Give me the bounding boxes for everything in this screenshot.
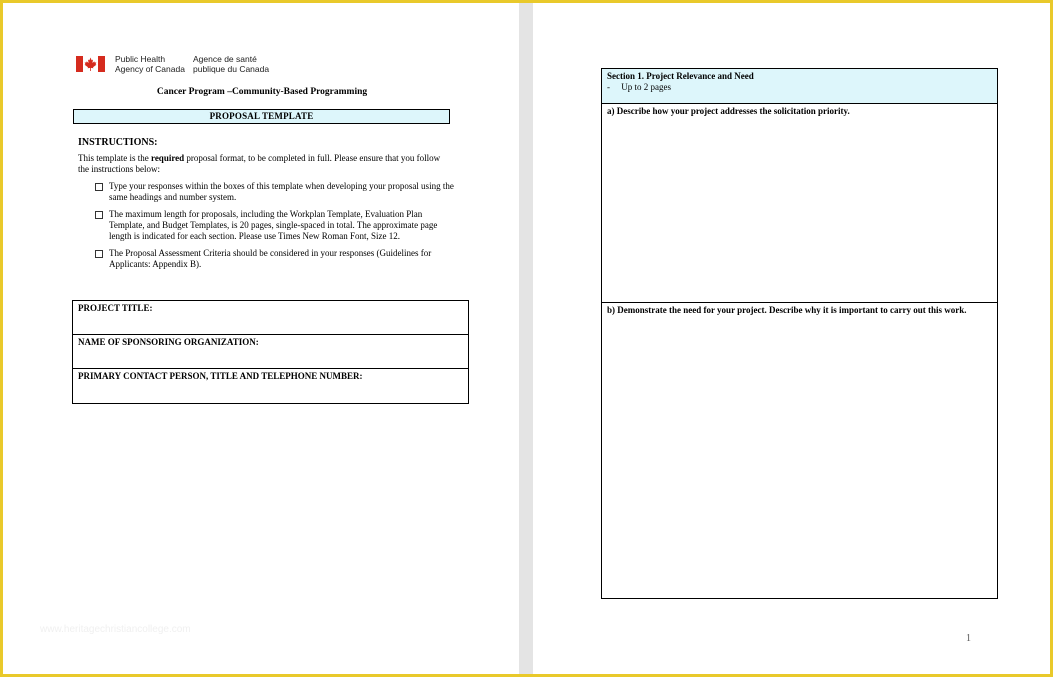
section-1-table: [601, 68, 998, 599]
section-title: Section 1. Project Relevance and Need: [607, 71, 754, 81]
agency-name-english: Public Health Agency of Canada: [115, 54, 185, 74]
canada-flag-icon: [76, 56, 105, 72]
section-1-header: [602, 69, 997, 104]
agency-logo: [76, 54, 286, 76]
watermark: www.heritagechristiancollege.com: [40, 624, 191, 635]
instruction-item: Type your responses within the boxes of this template when developing your proposal using the same headings and number system.: [95, 181, 455, 203]
instructions-intro: This template is the required proposal format, to be completed in full. Please ensure that you follow the instructions below:: [78, 153, 441, 174]
agency-name-french: Agence de santé publique du Canada: [193, 54, 270, 74]
instructions-heading: INSTRUCTIONS:: [78, 137, 158, 148]
sponsoring-organization-field[interactable]: NAME OF SPONSORING ORGANIZATION:: [73, 335, 468, 369]
instruction-item: The maximum length for proposals, including the Workplan Template, Evaluation Plan Template, and Budget Templates, is 20 pages, single-spaced in total. The approximate page length is indicated for each section. Please use Times New Roman Font, Size 12.: [95, 209, 455, 242]
instructions-list: [95, 181, 455, 276]
proposal-template-heading: PROPOSAL TEMPLATE: [73, 109, 450, 124]
section-page-limit: - Up to 2 pages: [607, 82, 671, 92]
program-title: Cancer Program –Community-Based Programming: [156, 87, 368, 97]
question-b-field[interactable]: b) Demonstrate the need for your project. Describe why it is important to carry out this work.: [607, 305, 967, 315]
primary-contact-field[interactable]: PRIMARY CONTACT PERSON, TITLE AND TELEPHONE NUMBER:: [78, 371, 363, 381]
project-title-field[interactable]: PROJECT TITLE:: [73, 301, 468, 335]
checkbox-bullet-icon: [95, 183, 103, 191]
question-a-field[interactable]: a) Describe how your project addresses the solicitation priority.: [602, 104, 997, 303]
checkbox-bullet-icon: [95, 211, 103, 219]
page-number: 1: [966, 633, 971, 644]
project-info-table: [72, 300, 469, 404]
page-gutter: [519, 3, 533, 674]
instruction-item: The Proposal Assessment Criteria should be considered in your responses (Guidelines for Applicants: Appendix B).: [95, 248, 455, 270]
checkbox-bullet-icon: [95, 250, 103, 258]
